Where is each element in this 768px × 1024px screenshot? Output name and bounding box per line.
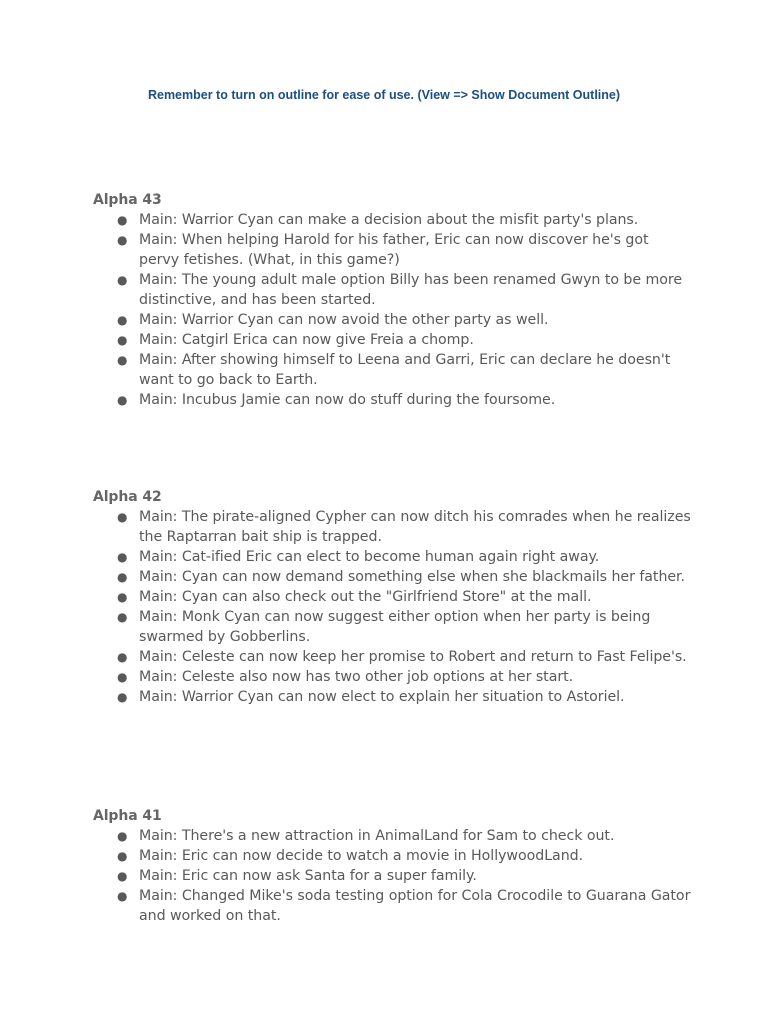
list-item: [93, 270, 693, 310]
list-item: [93, 846, 693, 866]
list-item-text: Main: Celeste also now has two other job options at her start.: [139, 669, 574, 685]
list-item-text: Main: There's a new attraction in AnimalLand for Sam to check out.: [139, 828, 615, 844]
list-item: [93, 886, 693, 926]
list-item: [93, 310, 693, 330]
bullet-icon: ●: [117, 313, 128, 327]
bullet-icon: ●: [117, 393, 128, 407]
list-item-text: Main: Warrior Cyan can now elect to explain her situation to Astoriel.: [139, 689, 625, 705]
list-item-text: Main: The pirate-aligned Cypher can now ditch his comrades when he realizes the Raptarran bait ship is trapped.: [139, 509, 691, 545]
bullet-icon: ●: [117, 849, 128, 863]
list-item: [93, 350, 693, 390]
list-item-text: Main: Eric can now decide to watch a movie in HollywoodLand.: [139, 848, 584, 864]
list-item: [93, 687, 693, 707]
bullet-list: [93, 826, 693, 926]
bullet-icon: ●: [117, 353, 128, 367]
bullet-icon: ●: [117, 333, 128, 347]
bullet-icon: ●: [117, 273, 128, 287]
list-item: [93, 826, 693, 846]
list-item: [93, 330, 693, 350]
bullet-icon: ●: [117, 610, 128, 624]
list-item: [93, 866, 693, 886]
list-item-text: Main: Celeste can now keep her promise to Robert and return to Fast Felipe's.: [139, 649, 687, 665]
section-alpha-42: [93, 487, 693, 707]
bullet-icon: ●: [117, 829, 128, 843]
list-item: [93, 647, 693, 667]
outline-reminder: Remember to turn on outline for ease of use. (View => Show Document Outline): [147, 88, 621, 102]
list-item: [93, 390, 693, 410]
section-heading: Alpha 41: [93, 808, 162, 824]
list-item: [93, 587, 693, 607]
list-item-text: Main: Cat-ified Eric can elect to become human again right away.: [139, 549, 600, 565]
list-item-text: Main: Cyan can also check out the "Girlfriend Store" at the mall.: [139, 589, 592, 605]
list-item-text: Main: Warrior Cyan can now avoid the other party as well.: [139, 312, 549, 328]
bullet-icon: ●: [117, 650, 128, 664]
bullet-icon: ●: [117, 889, 128, 903]
list-item: [93, 547, 693, 567]
list-item-text: Main: After showing himself to Leena and Garri, Eric can declare he doesn't want to go back to Earth.: [139, 352, 671, 388]
bullet-icon: ●: [117, 233, 128, 247]
list-item: [93, 667, 693, 687]
list-item: [93, 607, 693, 647]
section-alpha-41: [93, 806, 693, 926]
list-item: [93, 567, 693, 587]
list-item: [93, 210, 693, 230]
list-item: [93, 230, 693, 270]
bullet-icon: ●: [117, 670, 128, 684]
bullet-list: [93, 507, 693, 707]
section-heading: Alpha 42: [93, 489, 162, 505]
section-heading: Alpha 43: [93, 192, 162, 208]
list-item-text: Main: The young adult male option Billy has been renamed Gwyn to be more distinctive, and has been started.: [139, 272, 683, 308]
bullet-icon: ●: [117, 550, 128, 564]
bullet-icon: ●: [117, 213, 128, 227]
section-alpha-43: [93, 190, 693, 410]
list-item-text: Main: Warrior Cyan can make a decision about the misfit party's plans.: [139, 212, 639, 228]
bullet-icon: ●: [117, 510, 128, 524]
list-item-text: Main: When helping Harold for his father, Eric can now discover he's got pervy fetishes. (What, in this game?): [139, 232, 649, 268]
bullet-list: [93, 210, 693, 410]
list-item-text: Main: Catgirl Erica can now give Freia a chomp.: [139, 332, 474, 348]
list-item-text: Main: Changed Mike's soda testing option for Cola Crocodile to Guarana Gator and worked on that.: [139, 888, 691, 924]
bullet-icon: ●: [117, 590, 128, 604]
list-item-text: Main: Cyan can now demand something else when she blackmails her father.: [139, 569, 685, 585]
bullet-icon: ●: [117, 570, 128, 584]
bullet-icon: ●: [117, 690, 128, 704]
list-item-text: Main: Eric can now ask Santa for a super family.: [139, 868, 477, 884]
bullet-icon: ●: [117, 869, 128, 883]
list-item-text: Main: Incubus Jamie can now do stuff during the foursome.: [139, 392, 556, 408]
list-item: [93, 507, 693, 547]
list-item-text: Main: Monk Cyan can now suggest either option when her party is being swarmed by Gobberlins.: [139, 609, 651, 645]
